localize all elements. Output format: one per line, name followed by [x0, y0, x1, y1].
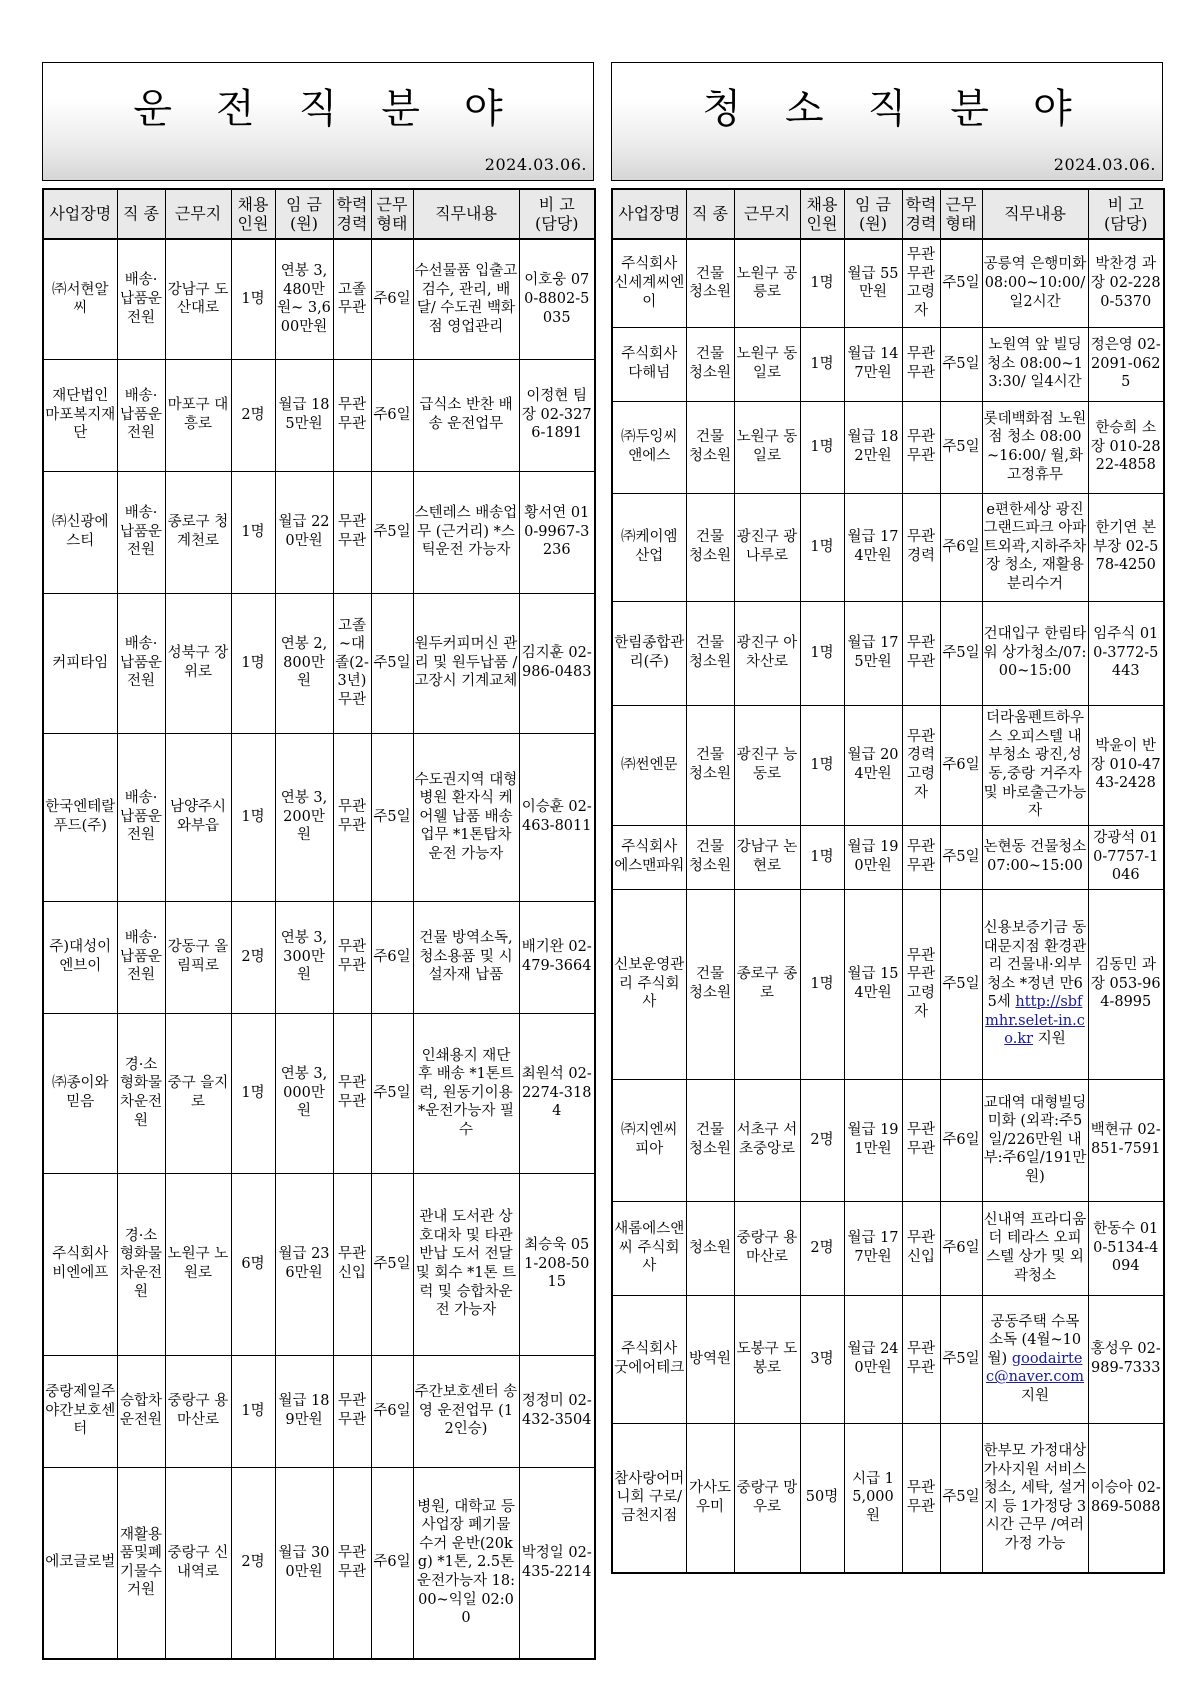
edu-cell: 무관 무관 — [333, 1467, 371, 1659]
job-cell: 배송·납품운전원 — [117, 239, 165, 359]
desc-cell: 신내역 프라디움 더 테라스 오피스텔 상가 및 외곽청소 — [982, 1201, 1088, 1295]
count-cell: 2명 — [231, 1467, 275, 1659]
driving-jobs-panel — [42, 62, 594, 1627]
count-cell: 1명 — [231, 239, 275, 359]
table-row — [43, 593, 595, 733]
contact-cell: 이정현 팀장 02-3276-1891 — [519, 359, 595, 471]
wage-cell: 연봉 3,480만원~ 3,600만원 — [275, 239, 333, 359]
location-cell: 서초구 서초중앙로 — [734, 1079, 800, 1201]
job-cell: 가사도우미 — [686, 1423, 734, 1573]
driving-header — [42, 62, 594, 181]
desc-cell: 인쇄용지 재단 후 배송 *1톤트럭, 원동기이용 *운전가능자 필수 — [413, 1013, 519, 1173]
edu-cell: 고졸 무관 — [333, 239, 371, 359]
header-cell: 사업장명 — [43, 189, 117, 239]
location-cell: 노원구 동일로 — [734, 327, 800, 401]
wage-cell: 월급 236만원 — [275, 1173, 333, 1355]
wage-cell: 월급 191만원 — [844, 1079, 902, 1201]
table-row — [612, 1295, 1164, 1423]
desc-cell: 병원, 대학교 등 사업장 폐기물 수거 운반(20kg) *1톤, 2.5톤 운전가능자 18:00~익일 02:00 — [413, 1467, 519, 1659]
table-row — [612, 705, 1164, 825]
work-cell: 주6일 — [371, 1467, 413, 1659]
desc-text: 공동주택 수목 소독 (4월~10월) — [987, 1313, 1082, 1367]
table-row — [612, 239, 1164, 327]
work-cell: 주5일 — [940, 401, 982, 493]
work-cell: 주6일 — [371, 901, 413, 1013]
wage-cell: 월급 182만원 — [844, 401, 902, 493]
wage-cell: 시급 15,000원 — [844, 1423, 902, 1573]
job-cell: 배송·납품운전원 — [117, 593, 165, 733]
table-row — [612, 401, 1164, 493]
edu-cell: 무관 무관 — [333, 733, 371, 901]
company-cell: 참사랑어머니회 구로/금천지점 — [612, 1423, 686, 1573]
company-cell: 재단법인 마포복지재단 — [43, 359, 117, 471]
company-cell: 주)대성이엔브이 — [43, 901, 117, 1013]
cleaning-jobs-table — [611, 188, 1165, 1574]
count-cell: 1명 — [800, 705, 844, 825]
work-cell: 주6일 — [371, 359, 413, 471]
edu-cell: 무관 무관 — [902, 1295, 940, 1423]
table-row — [43, 239, 595, 359]
work-cell: 주6일 — [371, 1355, 413, 1467]
header-cell: 임 금 (원) — [844, 189, 902, 239]
count-cell: 1명 — [231, 593, 275, 733]
company-cell: 커피타임 — [43, 593, 117, 733]
company-cell: 주식회사 에스맨파워 — [612, 825, 686, 889]
wage-cell: 연봉 3,200만원 — [275, 733, 333, 901]
edu-cell: 무관 무관 — [333, 359, 371, 471]
desc-cell — [982, 1295, 1088, 1423]
count-cell: 3명 — [800, 1295, 844, 1423]
location-cell: 마포구 대흥로 — [165, 359, 231, 471]
location-cell: 광진구 능동로 — [734, 705, 800, 825]
company-cell: ㈜케이엠산업 — [612, 493, 686, 601]
job-cell: 재활용품및폐기물수거원 — [117, 1467, 165, 1659]
desc-cell: 수선물품 입출고 검수, 관리, 배달/ 수도권 백화점 영업관리 — [413, 239, 519, 359]
table-row — [43, 1013, 595, 1173]
edu-cell: 무관 신입 — [333, 1173, 371, 1355]
job-cell: 방역원 — [686, 1295, 734, 1423]
work-cell: 주6일 — [940, 493, 982, 601]
count-cell: 1명 — [800, 327, 844, 401]
header-cell: 근무 형태 — [940, 189, 982, 239]
desc-text: 신용보증기금 동대문지점 환경관리 건물내·외부 청소 *정년 만65세 — [983, 920, 1087, 1011]
header-cell: 사업장명 — [612, 189, 686, 239]
edu-cell: 무관 무관 — [902, 601, 940, 705]
location-cell: 중랑구 용마산로 — [165, 1355, 231, 1467]
edu-cell: 무관 무관 — [333, 1013, 371, 1173]
contact-cell: 최원석 02-2274-3184 — [519, 1013, 595, 1173]
table-row — [43, 901, 595, 1013]
job-cell: 배송·납품운전원 — [117, 359, 165, 471]
desc-cell: 공릉역 은행미화 08:00~10:00/ 일2시간 — [982, 239, 1088, 327]
job-cell: 건물 청소원 — [686, 889, 734, 1079]
header-cell: 근무지 — [734, 189, 800, 239]
work-cell: 주5일 — [371, 471, 413, 593]
company-cell: ㈜신광에스티 — [43, 471, 117, 593]
contact-cell: 이승아 02-869-5088 — [1088, 1423, 1164, 1573]
cleaning-title: 청소직분야 — [702, 86, 1116, 132]
wage-cell: 월급 177만원 — [844, 1201, 902, 1295]
job-cell: 건물 청소원 — [686, 825, 734, 889]
job-cell: 건물 청소원 — [686, 493, 734, 601]
desc-cell: 건물 방역소독, 청소용품 및 시설자재 납품 — [413, 901, 519, 1013]
company-cell: ㈜지엔씨피아 — [612, 1079, 686, 1201]
location-cell: 강남구 도산대로 — [165, 239, 231, 359]
wage-cell: 월급 240만원 — [844, 1295, 902, 1423]
location-cell: 광진구 아차산로 — [734, 601, 800, 705]
edu-cell: 무관 경력 고령자 — [902, 705, 940, 825]
desc-cell: 건대입구 한림타워 상가청소/07:00~15:00 — [982, 601, 1088, 705]
desc-cell: 롯데백화점 노원점 청소 08:00~16:00/ 월,화 고정휴무 — [982, 401, 1088, 493]
count-cell: 50명 — [800, 1423, 844, 1573]
job-cell: 경·소형화물차운전원 — [117, 1013, 165, 1173]
location-cell: 도봉구 도봉로 — [734, 1295, 800, 1423]
work-cell: 주5일 — [940, 889, 982, 1079]
desc-cell: 주간보호센터 송영 운전업무 (12인승) — [413, 1355, 519, 1467]
company-cell: ㈜종이와믿음 — [43, 1013, 117, 1173]
job-cell: 승합차운전원 — [117, 1355, 165, 1467]
header-cell: 임 금 (원) — [275, 189, 333, 239]
contact-cell: 박정일 02-435-2214 — [519, 1467, 595, 1659]
wage-cell: 월급 175만원 — [844, 601, 902, 705]
edu-cell: 무관 무관 — [902, 1423, 940, 1573]
company-cell: 주식회사 굿에어테크 — [612, 1295, 686, 1423]
contact-cell: 홍성우 02-989-7333 — [1088, 1295, 1164, 1423]
table-row — [612, 889, 1164, 1079]
contact-cell: 백현규 02-851-7591 — [1088, 1079, 1164, 1201]
cleaning-jobs-panel — [611, 62, 1163, 1552]
desc-tail: 지원 — [1037, 1031, 1066, 1048]
location-cell: 광진구 광나루로 — [734, 493, 800, 601]
company-cell: 신보운영관리 주식회사 — [612, 889, 686, 1079]
count-cell: 1명 — [231, 471, 275, 593]
header-cell: 직 종 — [117, 189, 165, 239]
table-row — [43, 1355, 595, 1467]
location-cell: 노원구 동일로 — [734, 401, 800, 493]
contact-cell: 정정미 02-432-3504 — [519, 1355, 595, 1467]
contact-cell: 김동민 과장 053-964-8995 — [1088, 889, 1164, 1079]
location-cell: 중랑구 용마산로 — [734, 1201, 800, 1295]
apply-link[interactable]: goodairtec@naver.com — [986, 1350, 1084, 1386]
wage-cell: 월급 300만원 — [275, 1467, 333, 1659]
contact-cell: 황서연 010-9967-3236 — [519, 471, 595, 593]
work-cell: 주5일 — [940, 601, 982, 705]
edu-cell: 무관 무관 — [902, 327, 940, 401]
table-row — [612, 1201, 1164, 1295]
count-cell: 6명 — [231, 1173, 275, 1355]
desc-cell — [982, 889, 1088, 1079]
edu-cell: 무관 무관 — [333, 901, 371, 1013]
job-cell: 건물 청소원 — [686, 1079, 734, 1201]
location-cell: 노원구 공릉로 — [734, 239, 800, 327]
location-cell: 중구 을지로 — [165, 1013, 231, 1173]
wage-cell: 연봉 3,300만원 — [275, 901, 333, 1013]
header-cell: 학력 경력 — [333, 189, 371, 239]
desc-cell: 한부모 가정대상 가사지원 서비스 청소, 세탁, 설거지 등 1가정당 3시간 근무 /여러가정 가능 — [982, 1423, 1088, 1573]
count-cell: 2명 — [231, 901, 275, 1013]
wage-cell: 월급 220만원 — [275, 471, 333, 593]
job-cell: 건물 청소원 — [686, 327, 734, 401]
location-cell: 강동구 올림픽로 — [165, 901, 231, 1013]
count-cell: 1명 — [800, 601, 844, 705]
desc-cell: 더라움펜트하우스 오피스텔 내부청소 광진,성동,중랑 거주자 및 바로출근가능자 — [982, 705, 1088, 825]
driving-jobs-table — [42, 188, 596, 1660]
contact-cell: 김지훈 02-986-0483 — [519, 593, 595, 733]
wage-cell: 월급 174만원 — [844, 493, 902, 601]
job-cell: 건물 청소원 — [686, 401, 734, 493]
wage-cell: 월급 204만원 — [844, 705, 902, 825]
wage-cell: 월급 154만원 — [844, 889, 902, 1079]
company-cell: 에코글로벌 — [43, 1467, 117, 1659]
job-cell: 건물 청소원 — [686, 601, 734, 705]
desc-cell: 노원역 앞 빌딩청소 08:00~13:30/ 일4시간 — [982, 327, 1088, 401]
table-row — [43, 733, 595, 901]
header-cell: 채용 인원 — [800, 189, 844, 239]
count-cell: 2명 — [231, 359, 275, 471]
edu-cell: 고졸~대졸(2-3년) 무관 — [333, 593, 371, 733]
edu-cell: 무관 무관 — [333, 471, 371, 593]
wage-cell: 연봉 3,000만원 — [275, 1013, 333, 1173]
edu-cell: 무관 무관 — [902, 401, 940, 493]
contact-cell: 박찬경 과장 02-2280-5370 — [1088, 239, 1164, 327]
edu-cell: 무관 경력 — [902, 493, 940, 601]
company-cell: 한국엔테랄푸드(주) — [43, 733, 117, 901]
desc-cell: 관내 도서관 상호대차 및 타관 반납 도서 전달 및 회수 *1톤 트럭 및 승합차운전 가능자 — [413, 1173, 519, 1355]
company-cell: 주식회사 비엔에프 — [43, 1173, 117, 1355]
job-cell: 건물 청소원 — [686, 239, 734, 327]
wage-cell: 월급 185만원 — [275, 359, 333, 471]
location-cell: 중랑구 망우로 — [734, 1423, 800, 1573]
desc-cell: 교대역 대형빌딩 미화 (외곽:주5일/226만원 내부:주6일/191만원) — [982, 1079, 1088, 1201]
contact-cell: 한승희 소장 010-2822-4858 — [1088, 401, 1164, 493]
work-cell: 주6일 — [371, 239, 413, 359]
table-row — [43, 471, 595, 593]
contact-cell: 배기완 02-479-3664 — [519, 901, 595, 1013]
count-cell: 2명 — [800, 1201, 844, 1295]
cleaning-header — [611, 62, 1163, 181]
table-row — [43, 1173, 595, 1355]
header-cell: 근무 형태 — [371, 189, 413, 239]
edu-cell: 무관 무관 — [333, 1355, 371, 1467]
header-cell: 직무내용 — [982, 189, 1088, 239]
company-cell: 주식회사 신세계씨엔이 — [612, 239, 686, 327]
header-cell: 비 고 (담당) — [1088, 189, 1164, 239]
table-row — [612, 493, 1164, 601]
contact-cell: 정은영 02-2091-0625 — [1088, 327, 1164, 401]
job-cell: 청소원 — [686, 1201, 734, 1295]
count-cell: 1명 — [231, 1355, 275, 1467]
wage-cell: 연봉 2,800만원 — [275, 593, 333, 733]
work-cell: 주5일 — [371, 1173, 413, 1355]
desc-cell: e편한세상 광진 그랜드파크 아파트외곽,지하주차장 청소, 재활용 분리수거 — [982, 493, 1088, 601]
desc-cell: 급식소 반찬 배송 운전업무 — [413, 359, 519, 471]
table-row — [43, 359, 595, 471]
count-cell: 1명 — [800, 825, 844, 889]
work-cell: 주5일 — [940, 1295, 982, 1423]
job-cell: 건물 청소원 — [686, 705, 734, 825]
location-cell: 중랑구 신내역로 — [165, 1467, 231, 1659]
header-cell: 채용 인원 — [231, 189, 275, 239]
header-cell: 직무내용 — [413, 189, 519, 239]
table-row — [612, 327, 1164, 401]
count-cell: 1명 — [800, 239, 844, 327]
location-cell: 강남구 논현로 — [734, 825, 800, 889]
count-cell: 1명 — [800, 493, 844, 601]
table-row — [43, 1467, 595, 1659]
contact-cell: 이호웅 070-8802-5035 — [519, 239, 595, 359]
apply-link[interactable]: http://sbfmhr.selet-in.co.kr — [985, 994, 1085, 1048]
driving-title: 운전직분야 — [133, 86, 547, 132]
desc-cell: 수도권지역 대형병원 환자식 케어웰 납품 배송업무 *1톤탑차운전 가능자 — [413, 733, 519, 901]
work-cell: 주5일 — [940, 239, 982, 327]
job-cell: 배송·납품운전원 — [117, 733, 165, 901]
work-cell: 주6일 — [940, 1079, 982, 1201]
header-cell: 비 고 (담당) — [519, 189, 595, 239]
edu-cell: 무관 무관 고령자 — [902, 889, 940, 1079]
company-cell: 한림종합관리(주) — [612, 601, 686, 705]
edu-cell: 무관 무관 — [902, 1079, 940, 1201]
table-row — [612, 601, 1164, 705]
table-row — [612, 1423, 1164, 1573]
location-cell: 성북구 장위로 — [165, 593, 231, 733]
job-cell: 배송·납품운전원 — [117, 471, 165, 593]
wage-cell: 월급 190만원 — [844, 825, 902, 889]
work-cell: 주6일 — [940, 1201, 982, 1295]
desc-cell: 원두커피머신 관리 및 원두납품 /고장시 기계교체 — [413, 593, 519, 733]
count-cell: 1명 — [800, 401, 844, 493]
wage-cell: 월급 55만원 — [844, 239, 902, 327]
work-cell: 주5일 — [940, 825, 982, 889]
company-cell: 중랑제일주야간보호센터 — [43, 1355, 117, 1467]
wage-cell: 월급 147만원 — [844, 327, 902, 401]
count-cell: 1명 — [231, 733, 275, 901]
contact-cell: 강광석 010-7757-1046 — [1088, 825, 1164, 889]
header-cell: 근무지 — [165, 189, 231, 239]
wage-cell: 월급 189만원 — [275, 1355, 333, 1467]
work-cell: 주5일 — [940, 1423, 982, 1573]
work-cell: 주6일 — [940, 705, 982, 825]
job-cell: 배송·납품운전원 — [117, 901, 165, 1013]
edu-cell: 무관 신입 — [902, 1201, 940, 1295]
edu-cell: 무관 무관 — [902, 825, 940, 889]
work-cell: 주5일 — [371, 593, 413, 733]
location-cell: 종로구 청계천로 — [165, 471, 231, 593]
desc-cell: 스텐레스 배송업무 (근거리) *스틱운전 가능자 — [413, 471, 519, 593]
company-cell: ㈜두잉씨앤에스 — [612, 401, 686, 493]
cleaning-date: 2024.03.06. — [1053, 155, 1156, 174]
header-cell: 직 종 — [686, 189, 734, 239]
company-cell: 주식회사 다해넘 — [612, 327, 686, 401]
count-cell: 1명 — [800, 889, 844, 1079]
contact-cell: 최승욱 051-208-5015 — [519, 1173, 595, 1355]
job-cell: 경·소형화물차운전원 — [117, 1173, 165, 1355]
desc-cell: 논현동 건물청소 07:00~15:00 — [982, 825, 1088, 889]
contact-cell: 한동수 010-5134-4094 — [1088, 1201, 1164, 1295]
count-cell: 1명 — [231, 1013, 275, 1173]
driving-date: 2024.03.06. — [484, 155, 587, 174]
work-cell: 주5일 — [371, 1013, 413, 1173]
contact-cell: 이승훈 02-463-8011 — [519, 733, 595, 901]
edu-cell: 무관 무관 고령자 — [902, 239, 940, 327]
count-cell: 2명 — [800, 1079, 844, 1201]
desc-tail: 지원 — [1020, 1387, 1049, 1404]
company-cell: ㈜서현알씨 — [43, 239, 117, 359]
table-row — [612, 1079, 1164, 1201]
location-cell: 종로구 종로 — [734, 889, 800, 1079]
company-cell: 새롬에스앤씨 주식회사 — [612, 1201, 686, 1295]
contact-cell: 한기연 본부장 02-578-4250 — [1088, 493, 1164, 601]
table-row — [612, 825, 1164, 889]
work-cell: 주5일 — [940, 327, 982, 401]
company-cell: ㈜썬엔문 — [612, 705, 686, 825]
contact-cell: 박윤이 반장 010-4743-2428 — [1088, 705, 1164, 825]
header-cell: 학력 경력 — [902, 189, 940, 239]
work-cell: 주5일 — [371, 733, 413, 901]
location-cell: 노원구 노원로 — [165, 1173, 231, 1355]
contact-cell: 임주식 010-3772-5443 — [1088, 601, 1164, 705]
location-cell: 남양주시 와부읍 — [165, 733, 231, 901]
